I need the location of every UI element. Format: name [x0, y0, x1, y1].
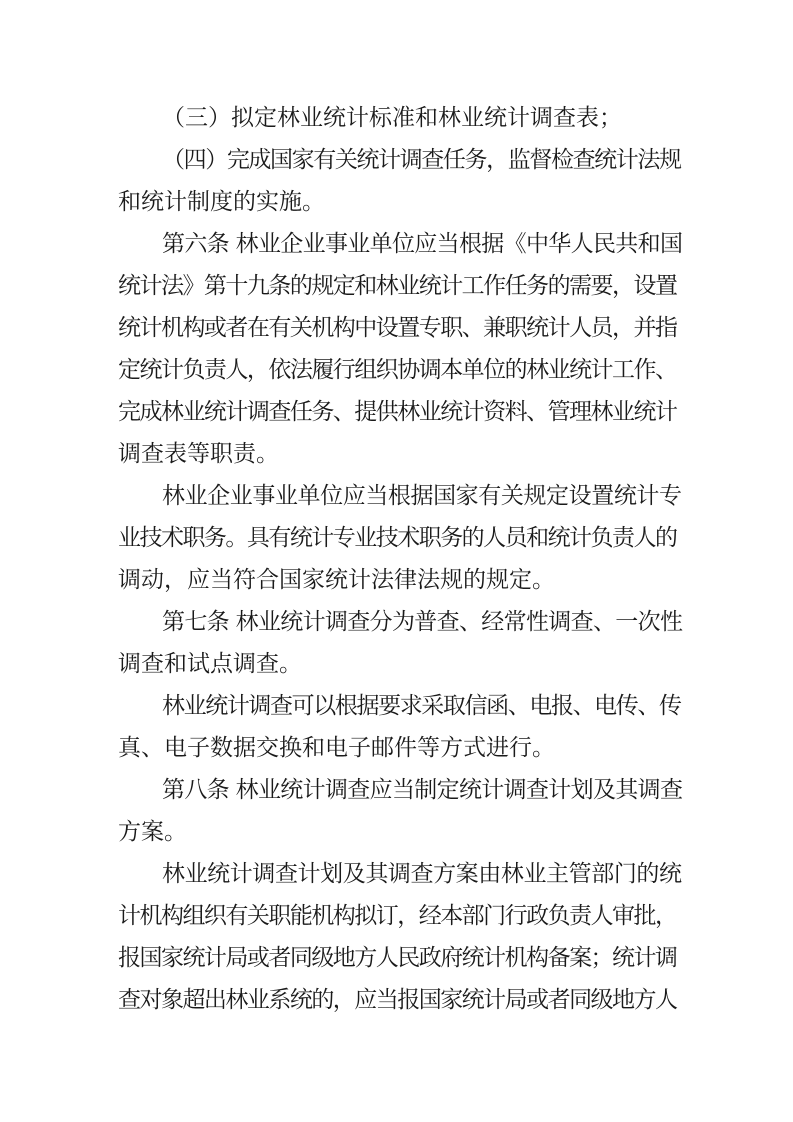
text-line: 第八条 林业统计调查应当制定统计调查计划及其调查: [162, 777, 683, 803]
text-line: 报国家统计局或者同级地方人民政府统计机构备案；统计调: [118, 945, 677, 971]
text-line: （四）完成国家有关统计调查任务，监督检查统计法规: [162, 147, 681, 173]
text-line: 定统计负责人，依法履行组织协调本单位的林业统计工作、: [118, 357, 677, 383]
text-line: 调动，应当符合国家统计法律法规的规定。: [118, 567, 555, 593]
text-line: 第七条 林业统计调查分为普查、经常性调查、一次性: [162, 609, 683, 635]
text-line: 计机构组织有关职能机构拟订，经本部门行政负责人审批，: [118, 903, 677, 929]
text-line: 统计机构或者在有关机构中设置专职、兼职统计人员，并指: [118, 315, 677, 341]
text-line: 调查和试点调查。: [118, 651, 302, 677]
text-line: 林业统计调查可以根据要求采取信函、电报、电传、传: [162, 693, 681, 719]
text-line: 和统计制度的实施。: [118, 189, 325, 215]
text-line: 调查表等职责。: [118, 441, 279, 467]
text-line: 第六条 林业企业事业单位应当根据《中华人民共和国: [162, 231, 683, 257]
text-line: 完成林业统计调查任务、提供林业统计资料、管理林业统计: [118, 399, 677, 425]
text-line: （三）拟定林业统计标准和林业统计调查表；: [162, 105, 622, 131]
text-line: 林业统计调查计划及其调查方案由林业主管部门的统: [162, 861, 682, 887]
text-line: 统计法》第十九条的规定和林业统计工作任务的需要，设置: [118, 273, 677, 299]
text-line: 查对象超出林业系统的，应当报国家统计局或者同级地方人: [118, 987, 677, 1013]
text-line: 林业企业事业单位应当根据国家有关规定设置统计专: [162, 483, 682, 509]
text-line: 方案。: [118, 819, 187, 845]
text-line: 业技术职务。具有统计专业技术职务的人员和统计负责人的: [118, 525, 677, 551]
text-line: 真、电子数据交换和电子邮件等方式进行。: [118, 735, 555, 761]
